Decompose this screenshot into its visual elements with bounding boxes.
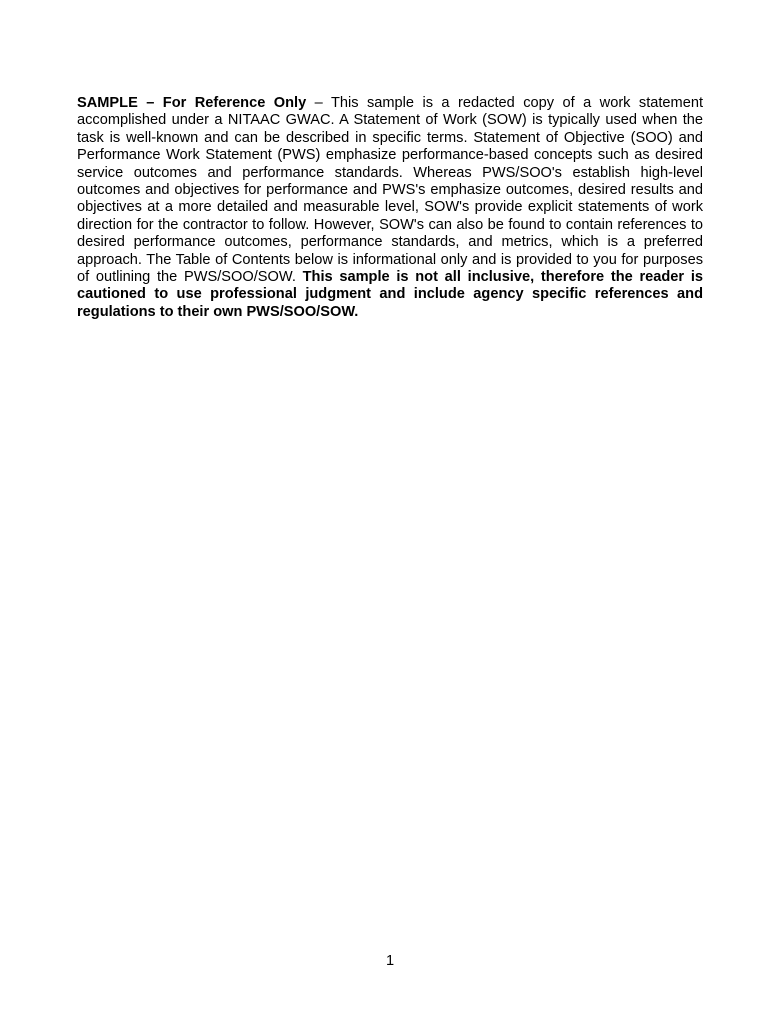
intro-lead-bold: SAMPLE – For Reference Only [77,95,307,111]
intro-body-text: – This sample is a redacted copy of a work statement accomplished under a NITAAC GWAC. A Statement of Work (SOW) is typically used when the task is well-known and can be described in specific terms. Statement of Objective (SOO) and Performance Work Statement (PWS) emphasize performance-based concepts such as desired service outcomes and performance standards. Whereas PWS/SOO's establish high-level outcomes and objectives for performance and PWS's emphasize outcomes, desired results and objectives at a more detailed and measurable level, SOW's provide explicit statements of work direction for the contractor to follow. However, SOW's can also be found to contain references to desired performance outcomes, performance standards, and metrics, which is a preferred approach. The Table of Contents below is informational only and is provided to you for purposes of outlining the PWS/SOO/SOW. [77,95,703,286]
page-number: 1 [385,953,395,969]
intro-closing-bold: This sample is not all inclusive, therefore the reader is cautioned to use professional judgment and include agency specific references and regulations to their own PWS/SOO/SOW. [77,269,703,320]
intro-paragraph [77,95,703,321]
